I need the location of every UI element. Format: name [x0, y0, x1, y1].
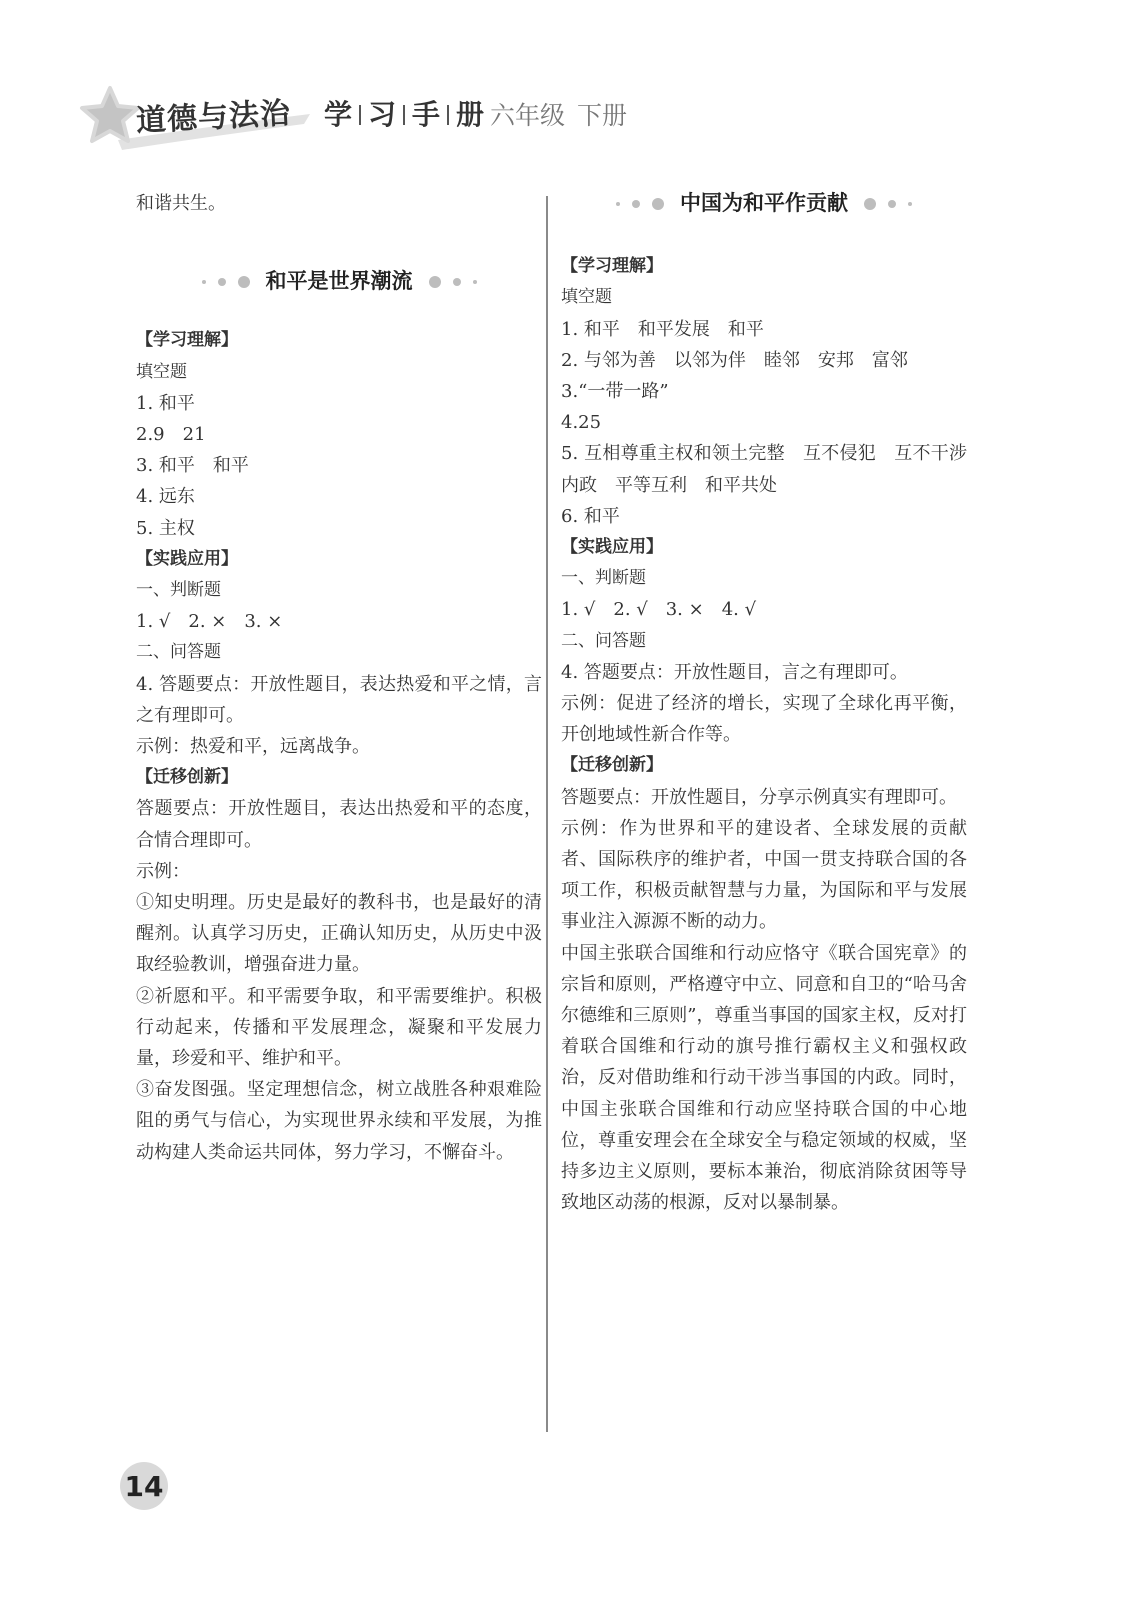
title-char: 册	[456, 98, 485, 131]
judge-answers: 1. √ 2. √ 3. × 4. √	[561, 599, 757, 621]
innovation-paragraph: 答题要点：开放性题目，分享示例真实有理即可。	[561, 786, 957, 808]
qa-paragraph: 4. 答题要点：开放性题目，表达热爱和平之情，言之有理即可。	[136, 673, 542, 726]
title-char: 手	[412, 98, 441, 131]
qa-paragraph: 示例：热爱和平，远离战争。	[136, 736, 370, 758]
book-title	[324, 93, 484, 133]
dots-decoration	[864, 198, 912, 210]
page-number: 14	[120, 1462, 168, 1510]
section-title-text: 中国为和平作贡献	[680, 191, 848, 215]
fill-item: 3.“一带一路”	[561, 381, 669, 403]
section-title	[561, 188, 967, 219]
subject-name: 道德与法治	[135, 95, 292, 139]
innovation-paragraph: 示例：作为世界和平的建设者、全球发展的贡献者、国际秩序的维护者，中国一贯支持联合国的各项工作，积极贡献智慧与力量，为国际和平与发展事业注入源源不断的动力。	[561, 817, 967, 933]
innovation-paragraph: ①知史明理。历史是最好的教科书，也是最好的清醒剂。认真学习历史，正确认知历史，从历史中汲取经验教训，增强奋进力量。	[136, 892, 542, 976]
innovation-paragraph: 答题要点：开放性题目，表达出热爱和平的态度，合情合理即可。	[136, 798, 542, 851]
innovation-heading: 【迁移创新】	[561, 755, 663, 776]
fill-item: 5. 互相尊重主权和领土完整 互不侵犯 互不干涉内政 平等互利 和平共处	[561, 443, 967, 496]
judge-heading: 一、判断题	[561, 568, 646, 589]
practice-heading: 【实践应用】	[561, 537, 663, 558]
grade: 六年级	[490, 101, 566, 130]
understanding-heading: 【学习理解】	[136, 330, 238, 351]
volume: 下册	[577, 101, 628, 130]
innovation-paragraph: 中国主张联合国维和行动应恪守《联合国宪章》的宗旨和原则，严格遵守中立、同意和自卫的“哈马舍尔德维和三原则”，尊重当事国的国家主权，反对打着联合国维和行动的旗号推行霸权主义和强权政治，反对借助维和行动干涉当事国的内政。同时，中国主张联合国维和行动应坚持联合国的中心地位，尊重安理会在全球安全与稳定领域的权威，坚持多边主义原则，要标本兼治，彻底消除贫困等导致地区动荡的根源，反对以暴制暴。	[561, 942, 967, 1214]
section-title-text: 和平是世界潮流	[265, 269, 413, 294]
fill-item: 4.25	[561, 412, 602, 434]
page-header	[78, 78, 718, 158]
fill-item: 5. 主权	[136, 517, 195, 539]
left-column	[136, 188, 542, 1168]
understanding-heading: 【学习理解】	[561, 256, 663, 277]
judge-answers: 1. √ 2. × 3. ×	[136, 611, 283, 633]
qa-heading: 二、问答题	[136, 642, 221, 663]
qa-heading: 二、问答题	[561, 630, 646, 651]
fill-heading: 填空题	[561, 287, 612, 308]
innovation-heading: 【迁移创新】	[136, 767, 238, 788]
grade-label	[490, 96, 627, 132]
fill-item: 2.9 21	[136, 424, 206, 446]
innovation-paragraph: ②祈愿和平。和平需要争取，和平需要维护。积极行动起来，传播和平发展理念，凝聚和平发展力量，珍爱和平、维护和平。	[136, 985, 542, 1070]
title-char: 学	[324, 98, 353, 131]
column-divider	[546, 196, 548, 1432]
practice-heading: 【实践应用】	[136, 548, 238, 569]
innovation-paragraph: ③奋发图强。坚定理想信念，树立战胜各种艰难险阻的勇气与信心，为实现世界永续和平发展，为推动构建人类命运共同体，努力学习，不懈奋斗。	[136, 1079, 542, 1163]
section-title	[136, 266, 542, 297]
qa-paragraph: 示例：促进了经济的增长，实现了全球化再平衡，开创地域性新合作等。	[561, 693, 967, 746]
innovation-paragraph: 示例：	[136, 860, 190, 882]
lead-text: 和谐共生。	[136, 193, 226, 214]
dots-decoration	[202, 276, 250, 288]
dots-decoration	[429, 276, 477, 288]
dots-decoration	[616, 198, 664, 210]
fill-item: 2. 与邻为善 以邻为伴 睦邻 安邦 富邻	[561, 349, 908, 371]
right-column	[561, 188, 967, 1219]
subject-logo	[78, 78, 318, 158]
qa-paragraph: 4. 答题要点：开放性题目，言之有理即可。	[561, 661, 908, 683]
fill-heading: 填空题	[136, 361, 187, 382]
title-char: 习	[368, 98, 397, 131]
fill-item: 3. 和平 和平	[136, 455, 249, 477]
judge-heading: 一、判断题	[136, 580, 221, 601]
fill-item: 6. 和平	[561, 505, 620, 527]
fill-item: 4. 远东	[136, 486, 195, 508]
fill-item: 1. 和平 和平发展 和平	[561, 318, 764, 340]
fill-item: 1. 和平	[136, 392, 195, 414]
